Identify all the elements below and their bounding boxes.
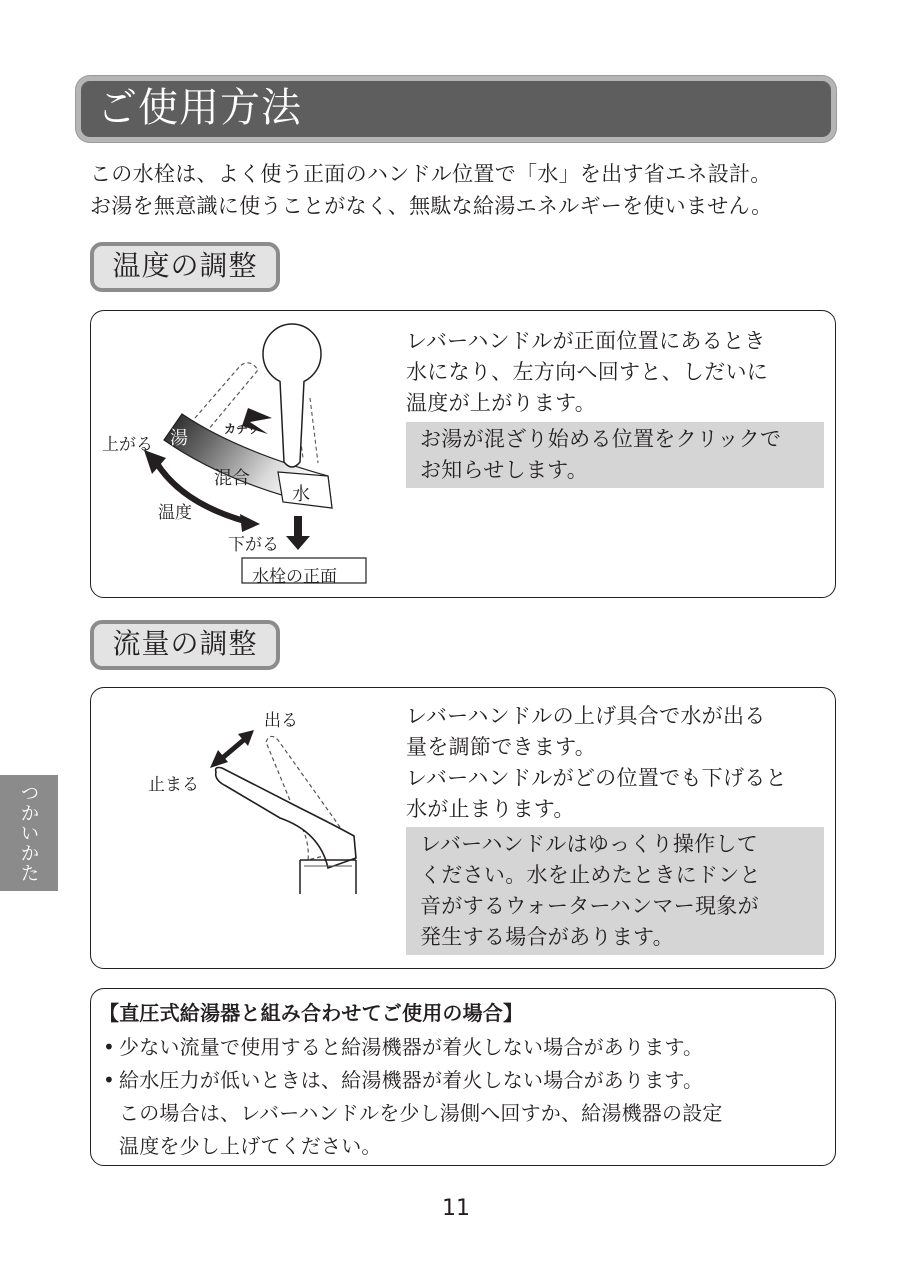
note-line: お湯が混ざり始める位置をクリックで bbox=[420, 427, 782, 451]
bullet: • bbox=[103, 1035, 115, 1059]
lever-body bbox=[216, 768, 356, 869]
cold-label: 水 bbox=[292, 484, 310, 505]
info-continuation: この場合は、レバーハンドルを少し湯側へ回すか、給湯機器の設定 bbox=[119, 1101, 723, 1125]
info-item bbox=[99, 1031, 835, 1064]
note-line: レバーハンドルはゆっくり操作して bbox=[420, 832, 759, 856]
lever-stem bbox=[280, 381, 304, 467]
up-label: 上がる bbox=[102, 435, 153, 455]
down-label: 下がる bbox=[228, 535, 279, 555]
info-item-text: 給水圧力が低いときは、給湯機器が着火しない場合があります。 bbox=[119, 1068, 704, 1092]
side-tab: つかいかた bbox=[0, 775, 58, 891]
note-line: 音がするウォーターハンマー現象が bbox=[420, 894, 759, 918]
hot-label: 湯 bbox=[170, 428, 188, 449]
out-label: 出る bbox=[264, 711, 298, 731]
desc-line: 水になり、左方向へ回すと、しだいに bbox=[406, 360, 769, 384]
note-line: 発生する場合があります。 bbox=[420, 925, 674, 949]
desc-line: レバーハンドルがどの位置でも下げると bbox=[406, 766, 787, 790]
temperature-heading: 温度の調整 bbox=[90, 242, 280, 292]
stop-label: 止まる bbox=[148, 775, 199, 795]
desc-line: レバーハンドルの上げ具合で水が出る bbox=[406, 704, 766, 728]
info-heading: 【直圧式給湯器と組み合わせてご使用の場合】 bbox=[99, 1001, 524, 1025]
intro-line: お湯を無意識に使うことがなく、無駄な給湯エネルギーを使いません。 bbox=[90, 194, 773, 218]
desc-line: レバーハンドルが正面位置にあるとき bbox=[406, 329, 766, 353]
click-label: カチッ bbox=[224, 422, 260, 436]
temperature-description bbox=[406, 326, 768, 419]
info-item-text: 少ない流量で使用すると給湯機器が着火しない場合があります。 bbox=[119, 1035, 704, 1059]
flow-diagram bbox=[130, 700, 390, 900]
mix-label: 混合 bbox=[214, 468, 250, 489]
flow-description bbox=[406, 701, 787, 825]
flow-heading: 流量の調整 bbox=[90, 620, 280, 670]
flow-arrow bbox=[220, 738, 246, 760]
intro-text bbox=[90, 158, 772, 222]
page-number: 11 bbox=[442, 1196, 470, 1221]
note-line: ください。水を止めたときにドンと bbox=[420, 863, 761, 887]
page-title: ご使用方法 bbox=[76, 76, 836, 142]
info-continuation: 温度を少し上げてください。 bbox=[119, 1134, 382, 1158]
bullet: • bbox=[103, 1068, 115, 1092]
water-heater-info bbox=[90, 988, 836, 1166]
down-arrow-icon bbox=[286, 516, 310, 550]
lever-knob bbox=[263, 324, 321, 384]
desc-line: 水が止まります。 bbox=[406, 797, 575, 821]
temperature-note bbox=[406, 422, 824, 488]
intro-line: この水栓は、よく使う正面のハンドル位置で「水」を出す省エネ設計。 bbox=[90, 162, 772, 186]
temp-label: 温度 bbox=[158, 503, 192, 523]
desc-line: 量を調節できます。 bbox=[406, 735, 597, 759]
front-label: 水栓の正面 bbox=[252, 567, 337, 587]
note-line: お知らせします。 bbox=[420, 458, 589, 482]
flow-note bbox=[406, 827, 824, 955]
desc-line: 温度が上がります。 bbox=[406, 391, 597, 415]
info-item bbox=[99, 1064, 835, 1097]
